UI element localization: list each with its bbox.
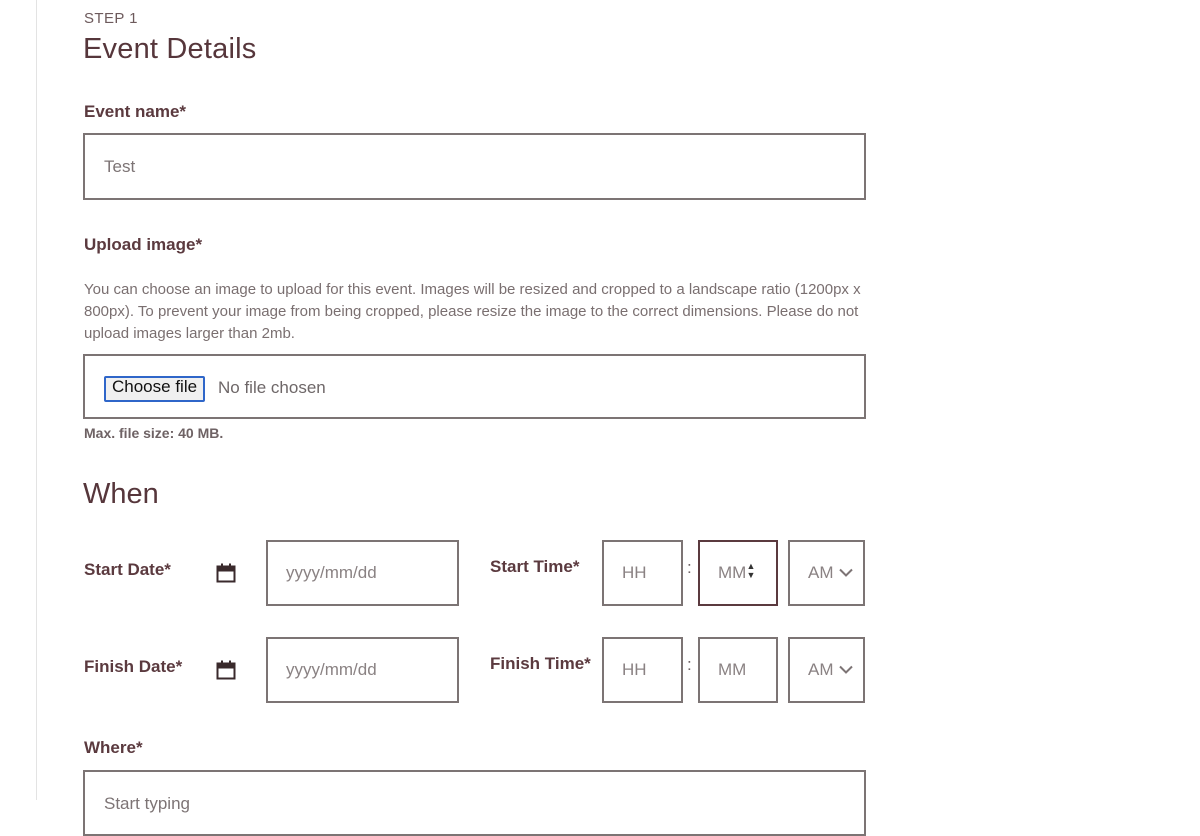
start-date-input[interactable]	[266, 540, 459, 606]
start-minute-input[interactable]	[698, 540, 778, 606]
start-time-separator: :	[687, 558, 692, 577]
where-input[interactable]	[83, 770, 866, 836]
spinner-arrows-icon[interactable]: ▲ ▼	[746, 561, 756, 580]
start-time-label: Start Time*	[490, 557, 580, 576]
start-minute-placeholder: MM	[718, 563, 747, 582]
step-indicator: STEP 1	[84, 10, 138, 27]
start-date-placeholder: yyyy/mm/dd	[286, 563, 377, 582]
finish-date-placeholder: yyyy/mm/dd	[286, 660, 377, 679]
chevron-down-icon	[839, 568, 853, 578]
finish-minute-input[interactable]	[698, 637, 778, 703]
event-name-label: Event name*	[84, 102, 187, 121]
calendar-icon[interactable]	[216, 660, 236, 680]
finish-date-label: Finish Date*	[84, 657, 183, 676]
file-size-hint: Max. file size: 40 MB.	[84, 425, 224, 441]
finish-hour-input[interactable]	[602, 637, 683, 703]
start-date-label: Start Date*	[84, 560, 171, 579]
finish-minute-placeholder: MM	[718, 660, 747, 679]
upload-help-text: You can choose an image to upload for this event. Images will be resized and cropped to a landscape ratio (1200px x 800px). To prevent your image from being cropped, please resize the image to the correct dimensions. Please do not upload images larger than 2mb.	[84, 281, 861, 342]
page-title: Event Details	[83, 33, 257, 65]
event-name-input[interactable]	[83, 133, 866, 200]
choose-file-button[interactable]: Choose file	[104, 376, 205, 402]
start-hour-placeholder: HH	[622, 563, 647, 582]
file-upload-field	[83, 354, 866, 419]
start-ampm-value: AM	[808, 563, 834, 582]
when-heading: When	[83, 478, 159, 510]
chevron-down-icon	[839, 665, 853, 675]
finish-ampm-value: AM	[808, 660, 834, 679]
finish-time-label: Finish Time*	[490, 654, 591, 673]
file-status-text: No file chosen	[218, 378, 326, 397]
event-name-value: Test	[104, 156, 136, 176]
calendar-icon[interactable]	[216, 563, 236, 583]
upload-image-label: Upload image*	[84, 235, 203, 254]
finish-time-separator: :	[687, 655, 692, 674]
finish-date-input[interactable]	[266, 637, 459, 703]
where-placeholder: Start typing	[104, 794, 190, 813]
page-left-divider	[36, 0, 37, 800]
where-label: Where*	[84, 738, 143, 757]
start-ampm-select[interactable]	[788, 540, 865, 606]
finish-hour-placeholder: HH	[622, 660, 647, 679]
start-hour-input[interactable]	[602, 540, 683, 606]
finish-ampm-select[interactable]	[788, 637, 865, 703]
